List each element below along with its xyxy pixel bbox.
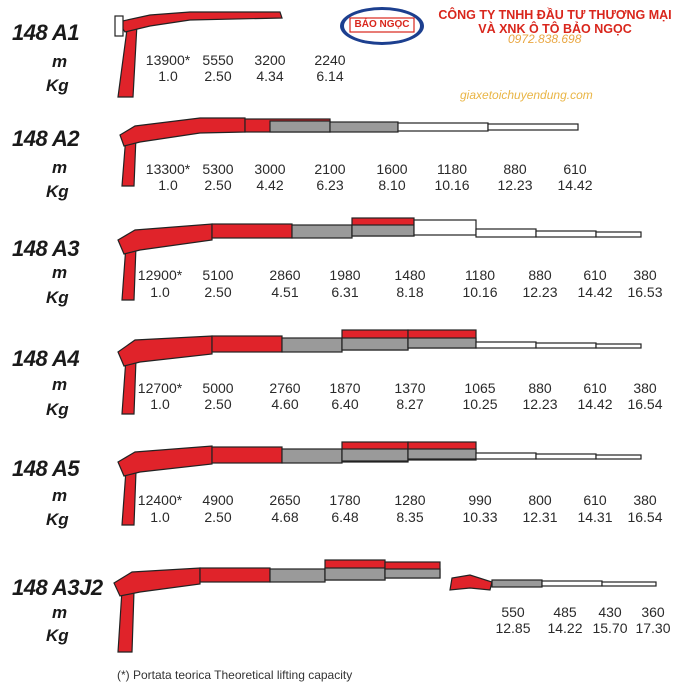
capacity-kg-value: 5550 (202, 52, 234, 68)
reach-m-value: 2.50 (204, 177, 232, 193)
capacity-kg-value: 880 (503, 161, 527, 177)
reach-m-value: 8.10 (378, 177, 406, 193)
reach-m-value: 8.18 (396, 284, 424, 300)
capacity-kg-value: 5000 (202, 380, 234, 396)
reach-m-value: 4.60 (271, 396, 299, 412)
reach-m-value: 12.23 (522, 284, 558, 300)
capacity-kg-value: 610 (563, 161, 587, 177)
footnote: (*) Portata teorica Theoretical lifting capacity (117, 668, 353, 682)
company-line-2: VÀ XNK Ô TÔ BẢO NGỌC (478, 22, 632, 36)
capacity-kg-value: 880 (528, 267, 552, 283)
reach-m-value: 2.50 (204, 68, 232, 84)
capacity-kg-value: 4900 (202, 492, 234, 508)
capacity-kg-value: 3000 (254, 161, 286, 177)
reach-m-value: 14.22 (547, 620, 583, 636)
reach-m-value: 1.0 (150, 284, 170, 300)
reach-m-value: 1.0 (158, 68, 178, 84)
website-text: giaxetoichuyendung.com (460, 88, 593, 102)
reach-m-value: 8.27 (396, 396, 424, 412)
reach-m-value: 6.48 (331, 509, 359, 525)
unit-kg-label: Kg (46, 626, 69, 645)
capacity-kg-value: 12900* (137, 267, 183, 283)
capacity-kg-value: 1980 (329, 267, 361, 283)
reach-m-value: 6.14 (316, 68, 344, 84)
capacity-kg-value: 3200 (254, 52, 286, 68)
unit-m-label: m (52, 263, 68, 282)
reach-m-value: 14.42 (577, 284, 613, 300)
reach-m-value: 10.16 (434, 177, 470, 193)
capacity-kg-value: 1780 (329, 492, 361, 508)
reach-m-value: 14.42 (557, 177, 593, 193)
unit-kg-label: Kg (46, 76, 69, 95)
capacity-kg-value: 610 (583, 492, 607, 508)
reach-m-value: 12.85 (495, 620, 531, 636)
reach-m-value: 2.50 (204, 284, 232, 300)
reach-m-value: 2.50 (204, 509, 232, 525)
reach-m-value: 15.70 (592, 620, 628, 636)
model-name: 148 A3 (12, 236, 80, 261)
reach-m-value: 10.33 (462, 509, 498, 525)
phone-number: 0972.838.698 (508, 32, 582, 46)
reach-m-value: 12.23 (522, 396, 558, 412)
capacity-kg-value: 2760 (269, 380, 301, 396)
capacity-kg-value: 12400* (137, 492, 183, 508)
capacity-kg-value: 1870 (329, 380, 361, 396)
capacity-kg-value: 1180 (464, 267, 496, 283)
capacity-kg-value: 2240 (314, 52, 346, 68)
capacity-kg-value: 2650 (269, 492, 301, 508)
reach-m-value: 14.42 (577, 396, 613, 412)
unit-kg-label: Kg (46, 400, 69, 419)
capacity-kg-value: 380 (633, 267, 657, 283)
reach-m-value: 6.31 (331, 284, 359, 300)
reach-m-value: 17.30 (635, 620, 671, 636)
capacity-kg-value: 610 (583, 380, 607, 396)
capacity-kg-value: 880 (528, 380, 552, 396)
capacity-kg-value: 1180 (436, 161, 468, 177)
capacity-kg-value: 1280 (394, 492, 426, 508)
reach-m-value: 1.0 (150, 509, 170, 525)
capacity-kg-value: 1065 (464, 380, 496, 396)
unit-kg-label: Kg (46, 288, 69, 307)
reach-m-value: 16.54 (627, 396, 663, 412)
reach-m-value: 12.23 (497, 177, 533, 193)
logo-text: BẢO NGỌC (354, 19, 410, 30)
model-name: 148 A4 (12, 346, 80, 371)
reach-m-value: 4.68 (271, 509, 299, 525)
capacity-kg-value: 610 (583, 267, 607, 283)
reach-m-value: 6.40 (331, 396, 359, 412)
reach-m-value: 12.31 (522, 509, 558, 525)
unit-m-label: m (52, 603, 68, 622)
reach-m-value: 2.50 (204, 396, 232, 412)
unit-m-label: m (52, 52, 68, 71)
capacity-kg-value: 430 (598, 604, 622, 620)
capacity-kg-value: 13300* (145, 161, 191, 177)
capacity-kg-value: 380 (633, 380, 657, 396)
unit-m-label: m (52, 158, 68, 177)
model-name: 148 A5 (12, 456, 80, 481)
reach-m-value: 4.42 (256, 177, 284, 193)
capacity-kg-value: 990 (468, 492, 492, 508)
reach-m-value: 4.51 (271, 284, 299, 300)
capacity-kg-value: 2860 (269, 267, 301, 283)
model-name: 148 A2 (12, 126, 80, 151)
reach-m-value: 1.0 (150, 396, 170, 412)
reach-m-value: 14.31 (577, 509, 613, 525)
reach-m-value: 16.53 (627, 284, 663, 300)
capacity-kg-value: 5100 (202, 267, 234, 283)
reach-m-value: 10.16 (462, 284, 498, 300)
capacity-kg-value: 380 (633, 492, 657, 508)
capacity-kg-value: 485 (553, 604, 577, 620)
reach-m-value: 4.34 (256, 68, 284, 84)
company-line-1: CÔNG TY TNHH ĐẦU TƯ THƯƠNG MẠI (438, 8, 672, 22)
unit-kg-label: Kg (46, 182, 69, 201)
capacity-kg-value: 360 (641, 604, 665, 620)
capacity-kg-value: 12700* (137, 380, 183, 396)
unit-m-label: m (52, 375, 68, 394)
capacity-kg-value: 2100 (314, 161, 346, 177)
capacity-kg-value: 13900* (145, 52, 191, 68)
reach-m-value: 10.25 (462, 396, 498, 412)
unit-kg-label: Kg (46, 510, 69, 529)
capacity-kg-value: 550 (501, 604, 525, 620)
reach-m-value: 6.23 (316, 177, 344, 193)
capacity-kg-value: 1480 (394, 267, 426, 283)
capacity-kg-value: 1370 (394, 380, 426, 396)
model-name: 148 A3J2 (12, 575, 103, 600)
reach-m-value: 8.35 (396, 509, 424, 525)
reach-m-value: 1.0 (158, 177, 178, 193)
capacity-kg-value: 5300 (202, 161, 234, 177)
capacity-kg-value: 1600 (376, 161, 408, 177)
capacity-kg-value: 800 (528, 492, 552, 508)
unit-m-label: m (52, 486, 68, 505)
model-name: 148 A1 (12, 20, 80, 45)
reach-m-value: 16.54 (627, 509, 663, 525)
